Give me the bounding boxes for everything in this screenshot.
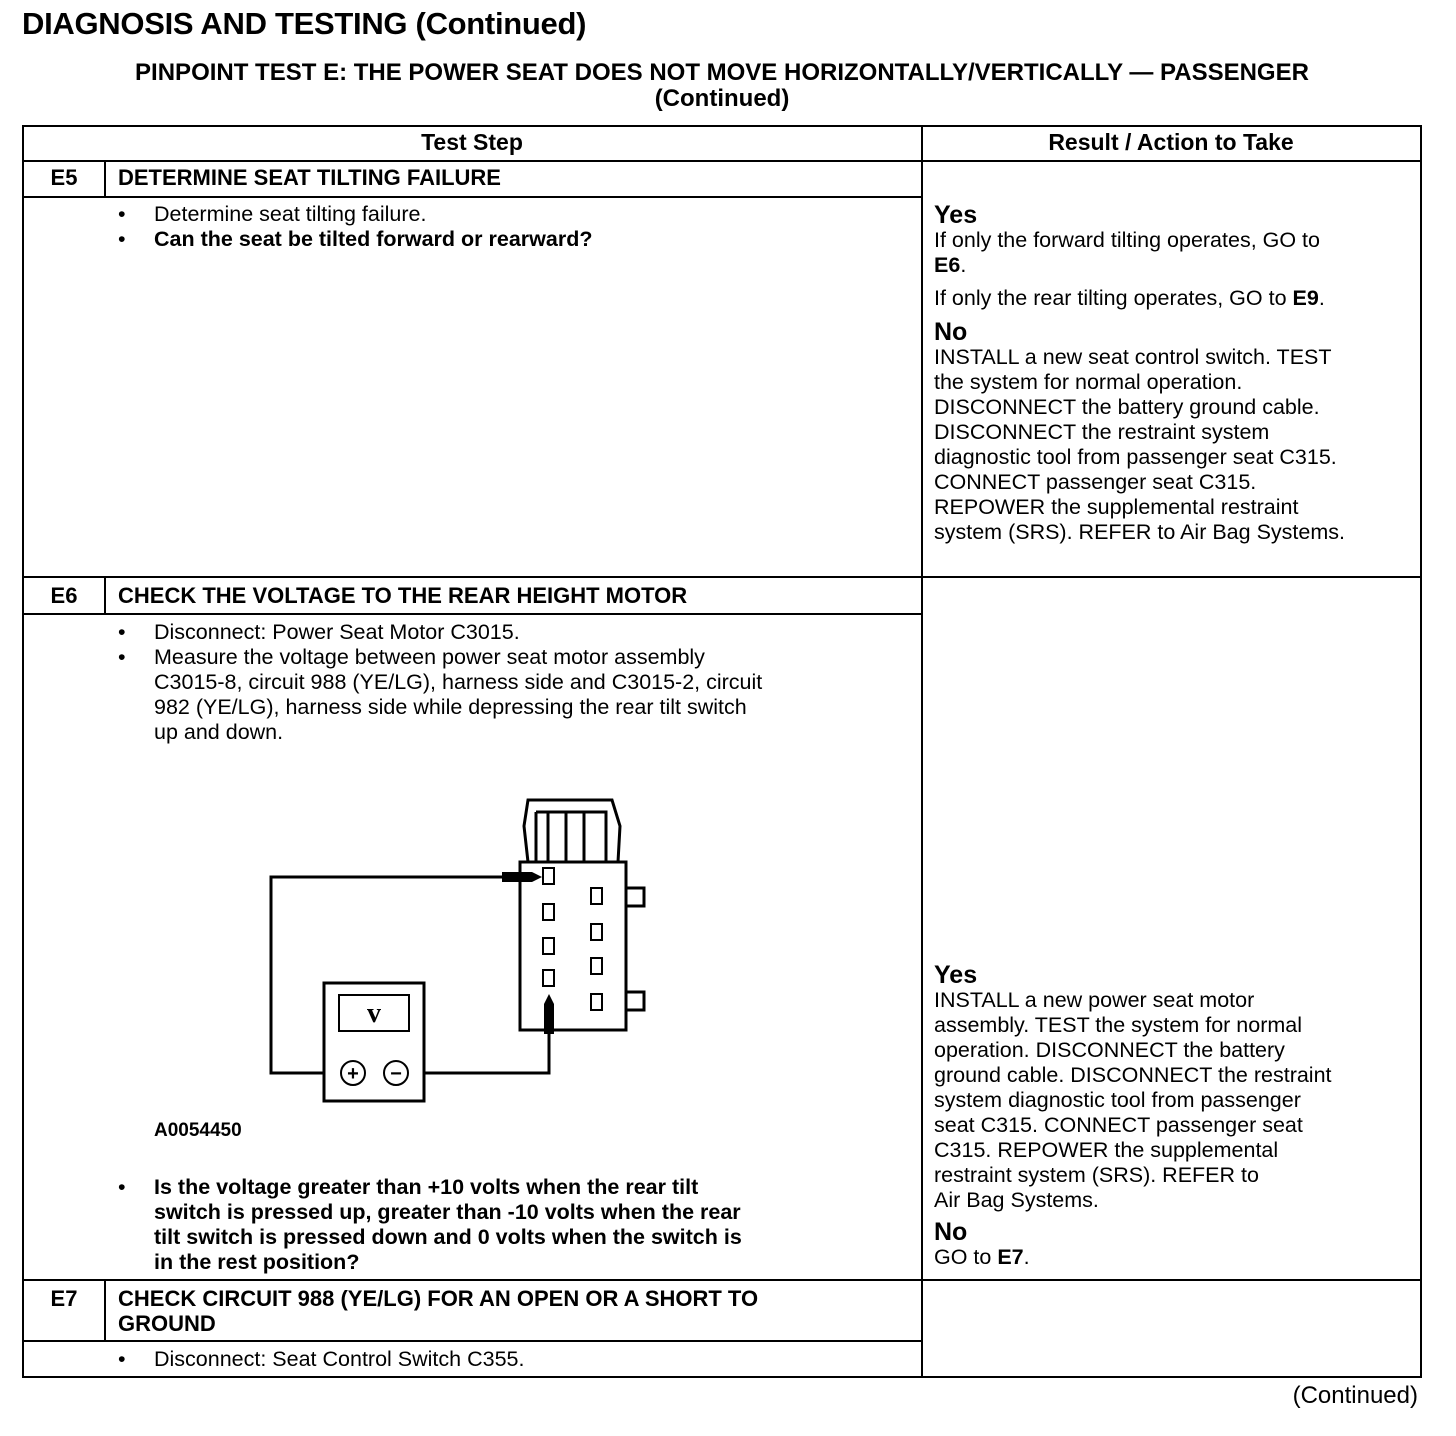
test-lead-negative — [410, 1034, 549, 1073]
list-item: • Is the voltage greater than +10 volts when the rear tilt switch is pressed up, greater than -10 volts when the rear tilt switch is pressed down and 0 volts when the switch is in the rest position? — [118, 1175, 742, 1274]
list-item: • Can the seat be tilted forward or rearward? — [118, 227, 593, 251]
result-e5-yes-text1: If only the forward tilting operates, GO to E6. — [934, 228, 1320, 277]
result-e6 — [934, 962, 1418, 1270]
step-title-e7: CHECK CIRCUIT 988 (YE/LG) FOR AN OPEN OR A SHORT TO GROUND — [118, 1286, 759, 1336]
step-title-e5: DETERMINE SEAT TILTING FAILURE — [118, 165, 501, 190]
result-e6-no-text: GO to E7. — [934, 1245, 1030, 1269]
pin-cavity — [591, 958, 602, 974]
pin-cavity — [543, 868, 554, 884]
result-e5-no-text: INSTALL a new seat control switch. TEST the system for normal operation. DISCONNECT the battery ground cable. DISCONNECT the restraint system diagnostic tool from passenger seat C315. CONNECT passenger seat C315. REPOWER the supplemental restraint system (SRS). REFER to Air Bag Systems. — [934, 345, 1345, 544]
voltmeter-minus-label: − — [390, 1063, 402, 1085]
column-header-result: Result / Action to Take — [1048, 129, 1294, 155]
voltmeter-plus-label: + — [347, 1063, 359, 1085]
list-item: • Disconnect: Power Seat Motor C3015. — [118, 620, 520, 644]
step-e7-instructions — [118, 1347, 908, 1372]
result-e5-yes-label: Yes — [934, 201, 978, 229]
result-e5-no-label: No — [934, 318, 968, 346]
connector-tab-bottom — [626, 992, 644, 1010]
connector-tab-top — [626, 888, 644, 906]
pinpoint-test-title-line1: PINPOINT TEST E: THE POWER SEAT DOES NOT MOVE HORIZONTALLY/VERTICALLY — PASSENGER — [135, 59, 1309, 86]
pin-cavity — [591, 994, 602, 1010]
step-id-e7: E7 — [50, 1286, 78, 1311]
step-id-e6: E6 — [50, 583, 78, 608]
pin-cavity — [591, 888, 602, 904]
figure-id: A0054450 — [154, 1120, 242, 1141]
voltmeter-symbol: v — [367, 998, 381, 1029]
probe-tip-positive — [502, 872, 542, 882]
list-item: • Determine seat tilting failure. — [118, 202, 427, 226]
probe-tip-negative — [544, 994, 554, 1034]
step-id-e5: E5 — [50, 165, 78, 190]
result-e6-no-label: No — [934, 1218, 968, 1246]
step-e6-question — [118, 1175, 908, 1275]
page-title: DIAGNOSIS AND TESTING (Continued) — [22, 6, 587, 41]
list-item: • Disconnect: Seat Control Switch C355. — [118, 1347, 525, 1371]
step-title-e6: CHECK THE VOLTAGE TO THE REAR HEIGHT MOTOR — [118, 583, 688, 608]
pin-cavity — [543, 970, 554, 986]
result-e5-yes-text2: If only the rear tilting operates, GO to E9. — [934, 286, 1325, 310]
pin-cavity — [591, 924, 602, 940]
result-e6-yes-label: Yes — [934, 961, 978, 989]
column-header-test-step: Test Step — [421, 129, 523, 155]
pin-cavity — [543, 904, 554, 920]
continued-note: (Continued) — [1292, 1382, 1418, 1409]
list-item: • Measure the voltage between power seat motor assembly C3015-8, circuit 988 (YE/LG), harness side and C3015-2, circuit 982 (YE/LG), harness side while depressing the rear tilt switch up and down. — [118, 645, 763, 744]
pin-cavity — [543, 938, 554, 954]
connector-body — [520, 862, 626, 1030]
pinpoint-test-title-line2: (Continued) — [654, 85, 790, 112]
result-e6-yes-text: INSTALL a new power seat motor assembly. TEST the system for normal operation. DISCONNECT the battery ground cable. DISCONNECT the restraint system diagnostic tool from passenger seat C315. CONNECT passenger seat C315. REPOWER the supplemental restraint system (SRS). REFER to Air Bag Systems. — [934, 988, 1332, 1212]
